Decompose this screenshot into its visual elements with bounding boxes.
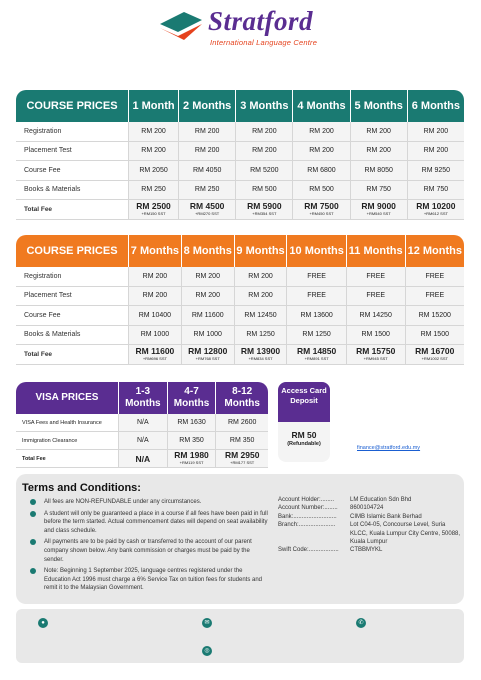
table-cell: RM 250 xyxy=(128,181,178,201)
table-cell: RM 200 xyxy=(234,287,287,307)
table-cell: RM 1000 xyxy=(128,326,181,346)
table-row xyxy=(16,432,268,450)
table-cell: RM 200 xyxy=(235,122,292,142)
table-title: VISA PRICES xyxy=(16,382,118,414)
table-row xyxy=(16,142,464,162)
bank-row xyxy=(278,496,462,504)
column-header: 5 Months xyxy=(350,90,407,122)
column-header: 8-12 Months xyxy=(215,382,268,414)
row-label: Course Fee xyxy=(16,161,128,181)
table-cell: RM 200 xyxy=(407,142,464,162)
table-row xyxy=(16,287,464,307)
total-value: RM 13900 xyxy=(240,345,281,356)
table-cell: RM 500 xyxy=(292,181,349,201)
table-row xyxy=(16,326,464,346)
sst-value: +RM768 SST xyxy=(195,355,220,361)
table-cell: RM 200 xyxy=(235,142,292,162)
phone-icon[interactable]: ✆ xyxy=(356,618,366,628)
table-cell: RM 15200 xyxy=(405,306,464,326)
sst-value: +RM696 SST xyxy=(142,355,167,361)
sst-value: +RM177 SST xyxy=(230,459,255,465)
table-cell: RM 1630 xyxy=(167,414,216,432)
sst-value: +RM119 SST xyxy=(179,459,204,465)
course-prices-table-2 xyxy=(16,235,464,365)
table-cell: RM 200 xyxy=(292,142,349,162)
total-row xyxy=(16,200,464,220)
table-cell: RM 13600 xyxy=(286,306,345,326)
table-cell: RM 200 xyxy=(407,122,464,142)
total-cell xyxy=(128,345,181,365)
table-cell: RM 1250 xyxy=(234,326,287,346)
list-item xyxy=(26,510,268,536)
total-cell xyxy=(178,200,235,220)
column-header: 4-7 Months xyxy=(167,382,216,414)
term-text: All payments are to be paid by cash or transferred to the account of our parent company shown below. Any bank commission or charges must be paid by the sender. xyxy=(44,539,252,563)
table-cell: RM 1500 xyxy=(405,326,464,346)
bank-key: Bank:.......................... xyxy=(278,513,337,520)
table-cell: RM 200 xyxy=(350,122,407,142)
table-cell: RM 500 xyxy=(235,181,292,201)
total-row xyxy=(16,450,268,468)
logo xyxy=(158,8,348,50)
sst-value: +RM354 SST xyxy=(252,210,277,216)
bank-key: Account Holder:........ xyxy=(278,497,335,503)
terms-list xyxy=(26,498,268,596)
total-value: RM 9000 xyxy=(361,200,396,211)
total-value: N/A xyxy=(135,453,151,464)
bullet-icon xyxy=(30,539,36,545)
column-header: 7 Months xyxy=(128,235,181,267)
total-value: RM 7500 xyxy=(304,200,339,211)
total-value: RM 2500 xyxy=(136,200,171,211)
total-cell xyxy=(350,200,407,220)
total-cell xyxy=(405,345,464,365)
terms-title: Terms and Conditions: xyxy=(22,482,141,494)
table-cell: RM 9250 xyxy=(407,161,464,181)
access-card-value: RM 50 xyxy=(291,430,317,440)
total-cell xyxy=(234,345,287,365)
table-cell: RM 200 xyxy=(128,142,178,162)
bank-key: Account Number:........ xyxy=(278,505,338,512)
table-cell: RM 2050 xyxy=(128,161,178,181)
total-label: Total Fee xyxy=(16,450,118,468)
table-cell: RM 250 xyxy=(178,181,235,201)
column-header: 6 Months xyxy=(407,90,464,122)
table-cell: N/A xyxy=(118,432,167,450)
table-row xyxy=(16,414,268,432)
list-item xyxy=(26,498,268,507)
list-item xyxy=(26,538,268,564)
total-value: RM 12800 xyxy=(188,345,228,356)
sst-value: +RM150 SST xyxy=(141,210,166,216)
total-cell xyxy=(407,200,464,220)
bank-key: Branch:...................... xyxy=(278,522,336,529)
total-value: RM 2950 xyxy=(224,449,260,460)
table-cell: RM 350 xyxy=(167,432,216,450)
table-cell: RM 200 xyxy=(128,122,178,142)
table-cell: RM 6800 xyxy=(292,161,349,181)
column-header: 3 Months xyxy=(235,90,292,122)
column-header: 4 Months xyxy=(292,90,349,122)
column-header: 12 Months xyxy=(405,235,464,267)
table-row xyxy=(16,122,464,142)
total-value: RM 10200 xyxy=(416,200,456,211)
brand-name: Stratford xyxy=(208,6,314,36)
total-value: RM 11600 xyxy=(135,345,175,356)
table-cell: RM 12450 xyxy=(234,306,287,326)
sst-value: +RM270 SST xyxy=(195,210,220,216)
total-cell xyxy=(128,200,178,220)
table-cell: RM 5200 xyxy=(235,161,292,181)
table-cell: RM 8050 xyxy=(350,161,407,181)
total-cell xyxy=(215,450,268,468)
table-cell: RM 350 xyxy=(215,432,268,450)
access-card-note: (Refundable) xyxy=(287,441,321,447)
row-label: Registration xyxy=(16,122,128,142)
term-text: All fees are NON-REFUNDABLE under any circumstances. xyxy=(44,499,202,505)
total-value: RM 5900 xyxy=(247,200,282,211)
table-cell: RM 2600 xyxy=(215,414,268,432)
table-cell: RM 200 xyxy=(178,122,235,142)
total-label: Total Fee xyxy=(16,345,128,365)
total-value: RM 14850 xyxy=(297,345,337,356)
table-cell: RM 750 xyxy=(407,181,464,201)
table-cell: RM 200 xyxy=(350,142,407,162)
row-label: Registration xyxy=(16,267,128,287)
contact-footer xyxy=(16,609,464,663)
website-icon[interactable]: ◎ xyxy=(202,646,212,656)
column-header: 2 Months xyxy=(178,90,235,122)
column-header: 10 Months xyxy=(286,235,345,267)
sst-value: +RM1002 SST xyxy=(421,355,448,361)
row-label: Placement Test xyxy=(16,142,128,162)
location-pin-icon[interactable]: ● xyxy=(38,618,48,628)
column-header: 1 Month xyxy=(128,90,178,122)
visa-prices-table xyxy=(16,382,268,468)
table-row xyxy=(16,306,464,326)
column-header: 9 Months xyxy=(234,235,287,267)
row-label: Course Fee xyxy=(16,306,128,326)
sst-value: +RM834 SST xyxy=(248,355,273,361)
table-cell: RM 200 xyxy=(181,267,234,287)
row-label: VISA Fees and Health Insurance xyxy=(16,414,118,432)
sst-value: +RM540 SST xyxy=(366,210,391,216)
table-cell: FREE xyxy=(286,267,345,287)
total-cell xyxy=(118,450,167,468)
total-cell xyxy=(167,450,216,468)
table-cell: RM 200 xyxy=(292,122,349,142)
table-cell: RM 11600 xyxy=(181,306,234,326)
column-header: 11 Months xyxy=(346,235,405,267)
row-label: Placement Test xyxy=(16,287,128,307)
total-cell xyxy=(235,200,292,220)
table-cell: RM 14250 xyxy=(346,306,405,326)
bank-key: Swift Code:.................. xyxy=(278,547,339,554)
table-cell: N/A xyxy=(118,414,167,432)
table-cell: RM 1000 xyxy=(181,326,234,346)
table-cell: RM 200 xyxy=(178,142,235,162)
row-label: Immigration Clearance xyxy=(16,432,118,450)
total-cell xyxy=(286,345,345,365)
row-label: Books & Materials xyxy=(16,181,128,201)
bullet-icon xyxy=(30,568,36,574)
table-cell: RM 200 xyxy=(128,287,181,307)
terms-panel xyxy=(16,474,464,604)
total-cell xyxy=(346,345,405,365)
total-value: RM 4500 xyxy=(189,200,225,211)
table-cell: RM 200 xyxy=(128,267,181,287)
table-cell: RM 10400 xyxy=(128,306,181,326)
table-cell: RM 200 xyxy=(181,287,234,307)
table-title: COURSE PRICES xyxy=(16,235,128,267)
total-row xyxy=(16,345,464,365)
term-text: Note: Beginning 1 September 2025, language centres registered under the Education Act 1996 must charge a 6% Service Tax on tuition fees for students and remit it to the Malaysian Government. xyxy=(44,568,263,592)
table-row xyxy=(16,267,464,287)
total-cell xyxy=(292,200,349,220)
table-cell: FREE xyxy=(346,287,405,307)
bank-row xyxy=(278,521,462,546)
access-card-deposit xyxy=(278,382,330,462)
row-label: Books & Materials xyxy=(16,326,128,346)
table-cell: RM 4050 xyxy=(178,161,235,181)
total-cell xyxy=(181,345,234,365)
access-card-title: Access Card Deposit xyxy=(278,382,330,422)
bank-value: 8600104724 xyxy=(350,505,384,512)
table-cell: FREE xyxy=(346,267,405,287)
sst-value: +RM612 SST xyxy=(423,210,448,216)
bank-row xyxy=(278,513,462,521)
total-label: Total Fee xyxy=(16,200,128,220)
bank-row xyxy=(278,546,462,554)
list-item xyxy=(26,567,268,593)
table-cell: RM 750 xyxy=(350,181,407,201)
logo-mark-icon xyxy=(158,10,204,40)
table-title: COURSE PRICES xyxy=(16,90,128,122)
bank-value: CIMB Islamic Bank Berhad xyxy=(350,513,422,520)
column-header: 1-3 Months xyxy=(118,382,167,414)
term-text: A student will only be guaranteed a place in a course if all fees have been paid in full before the term started. Actual commencement dates will depend on seat availability and class schedule. xyxy=(44,510,268,534)
sst-value: +RM945 SST xyxy=(363,355,388,361)
bank-value: CTBBMYKL xyxy=(350,547,383,554)
total-value: RM 16700 xyxy=(415,345,455,356)
bank-value: Lot C04-05, Concourse Level, Suria KLCC, Kuala Lumpur City Centre, 50088, Kuala Lumpur xyxy=(350,522,461,546)
bullet-icon xyxy=(30,499,36,505)
table-row xyxy=(16,161,464,181)
total-value: RM 15750 xyxy=(356,345,396,356)
table-cell: RM 1500 xyxy=(346,326,405,346)
table-cell: FREE xyxy=(286,287,345,307)
table-cell: RM 1250 xyxy=(286,326,345,346)
table-cell: FREE xyxy=(405,267,464,287)
email-icon[interactable]: ✉ xyxy=(202,618,212,628)
bank-details xyxy=(278,496,462,555)
total-value: RM 1980 xyxy=(174,449,209,460)
bullet-icon xyxy=(30,511,36,517)
finance-email-link[interactable]: finance@stratford.edu.my xyxy=(357,445,421,451)
sst-value: +RM450 SST xyxy=(309,210,334,216)
course-prices-table-1 xyxy=(16,90,464,220)
table-cell: FREE xyxy=(405,287,464,307)
sst-value: +RM891 SST xyxy=(304,355,329,361)
table-row xyxy=(16,181,464,201)
bank-value: LM Education Sdn Bhd xyxy=(350,497,412,503)
column-header: 8 Months xyxy=(181,235,234,267)
brand-subtitle: International Language Centre xyxy=(210,38,318,47)
bank-row xyxy=(278,504,462,512)
table-cell: RM 200 xyxy=(234,267,287,287)
